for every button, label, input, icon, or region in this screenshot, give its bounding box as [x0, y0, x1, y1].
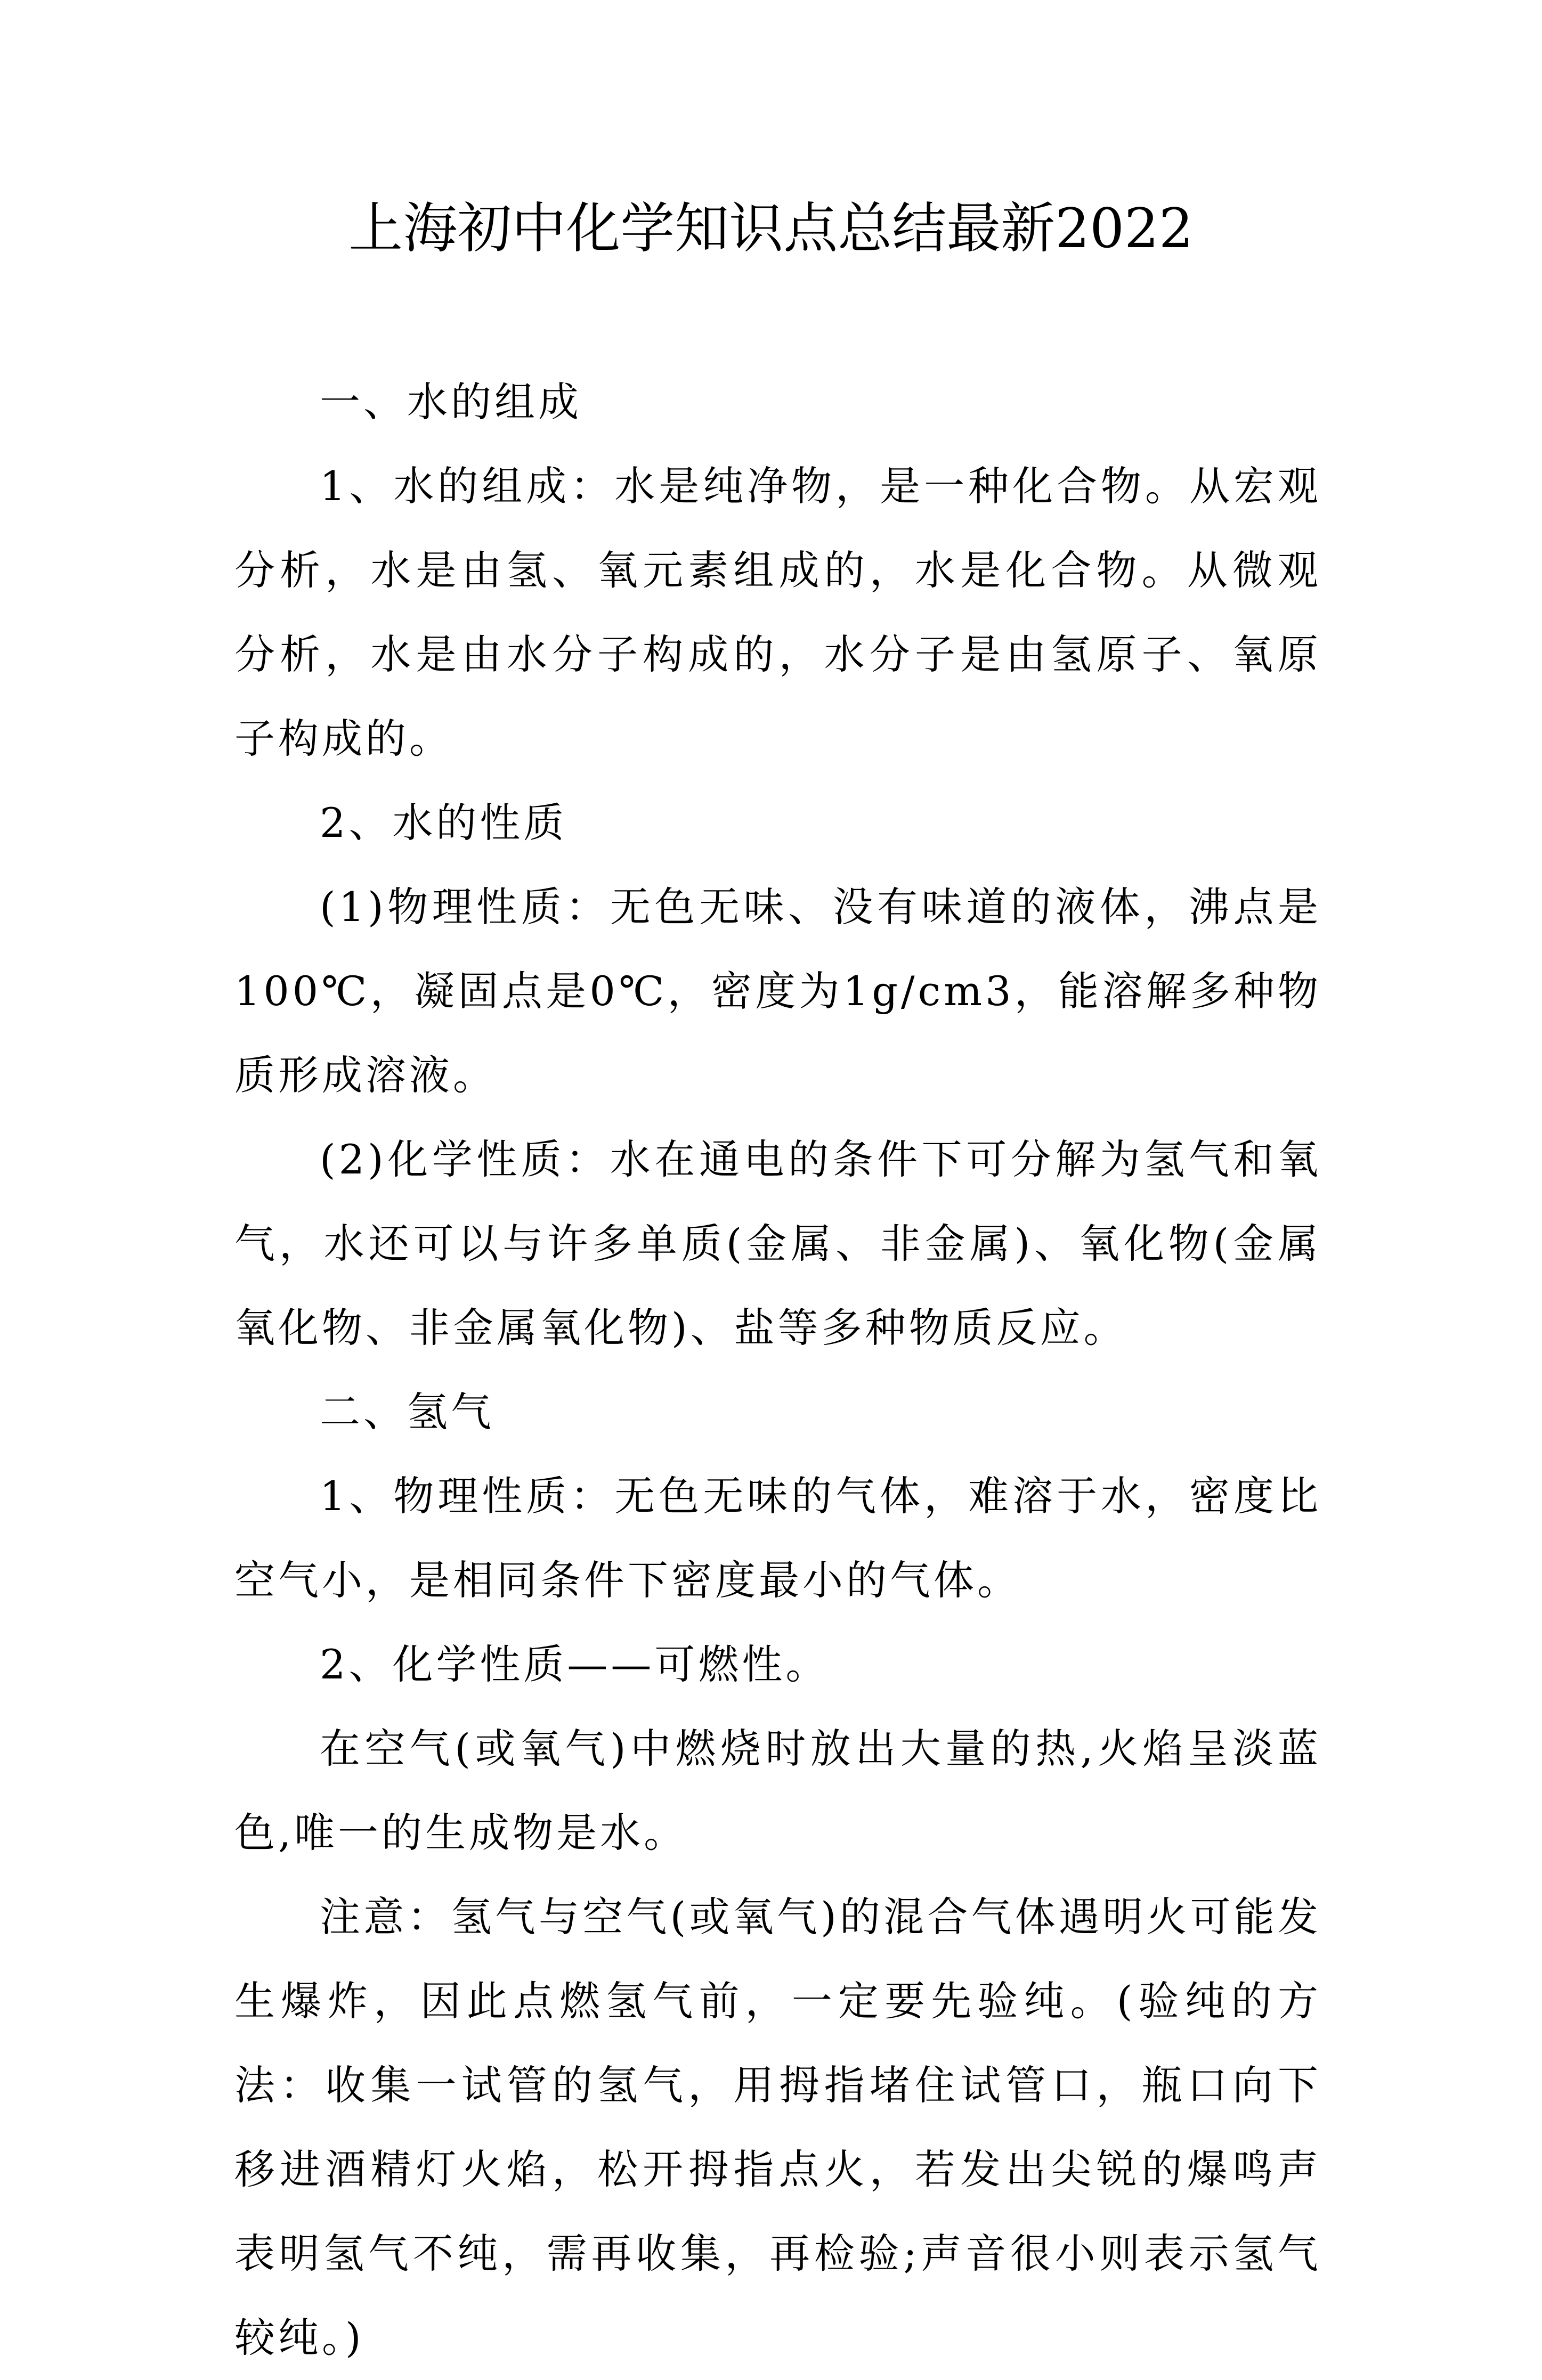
paragraph-water-composition: 1、水的组成：水是纯净物，是一种化合物。从宏观分析，水是由氢、氧元素组成的，水是化合物。从微观分析，水是由水分子构成的，水分子是由氢原子、氧原子构成的。 [234, 462, 1321, 762]
paragraph-hydrogen-caution: 注意：氢气与空气(或氧气)的混合气体遇明火可能发生爆炸，因此点燃氢气前，一定要先验纯。(验纯的方法：收集一试管的氢气，用拇指堵住试管口，瓶口向下移进酒精灯火焰，松开拇指点火，若发出尖锐的爆鸣声表明氢气不纯，需再收集，再检验;声音很小则表示氢气较纯。) [234, 1893, 1321, 2361]
document-title: 上海初中化学知识点总结最新2022 [348, 197, 1194, 260]
paragraph-hydrogen-physical: 1、物理性质：无色无味的气体，难溶于水，密度比空气小，是相同条件下密度最小的气体。 [234, 1472, 1321, 1604]
section-heading-hydrogen: 二、氢气 [320, 1388, 494, 1436]
subheading-hydrogen-chemical: 2、化学性质——可燃性。 [320, 1641, 830, 1688]
document-body [234, 360, 1321, 2380]
section-heading-water-composition: 一、水的组成 [320, 378, 582, 426]
paragraph-physical-properties: (1)物理性质：无色无味、没有味道的液体，沸点是100℃，凝固点是0℃，密度为1g/cm3，能溶解多种物质形成溶液。 [234, 883, 1321, 1099]
paragraph-hydrogen-combustion: 在空气(或氧气)中燃烧时放出大量的热,火焰呈淡蓝色,唯一的生成物是水。 [234, 1725, 1321, 1856]
paragraph-chemical-properties: (2)化学性质：水在通电的条件下可分解为氢气和氧气，水还可以与许多单质(金属、非金属)、氧化物(金属氧化物、非金属氧化物)、盐等多种物质反应。 [234, 1136, 1321, 1351]
subheading-water-properties: 2、水的性质 [320, 799, 567, 846]
